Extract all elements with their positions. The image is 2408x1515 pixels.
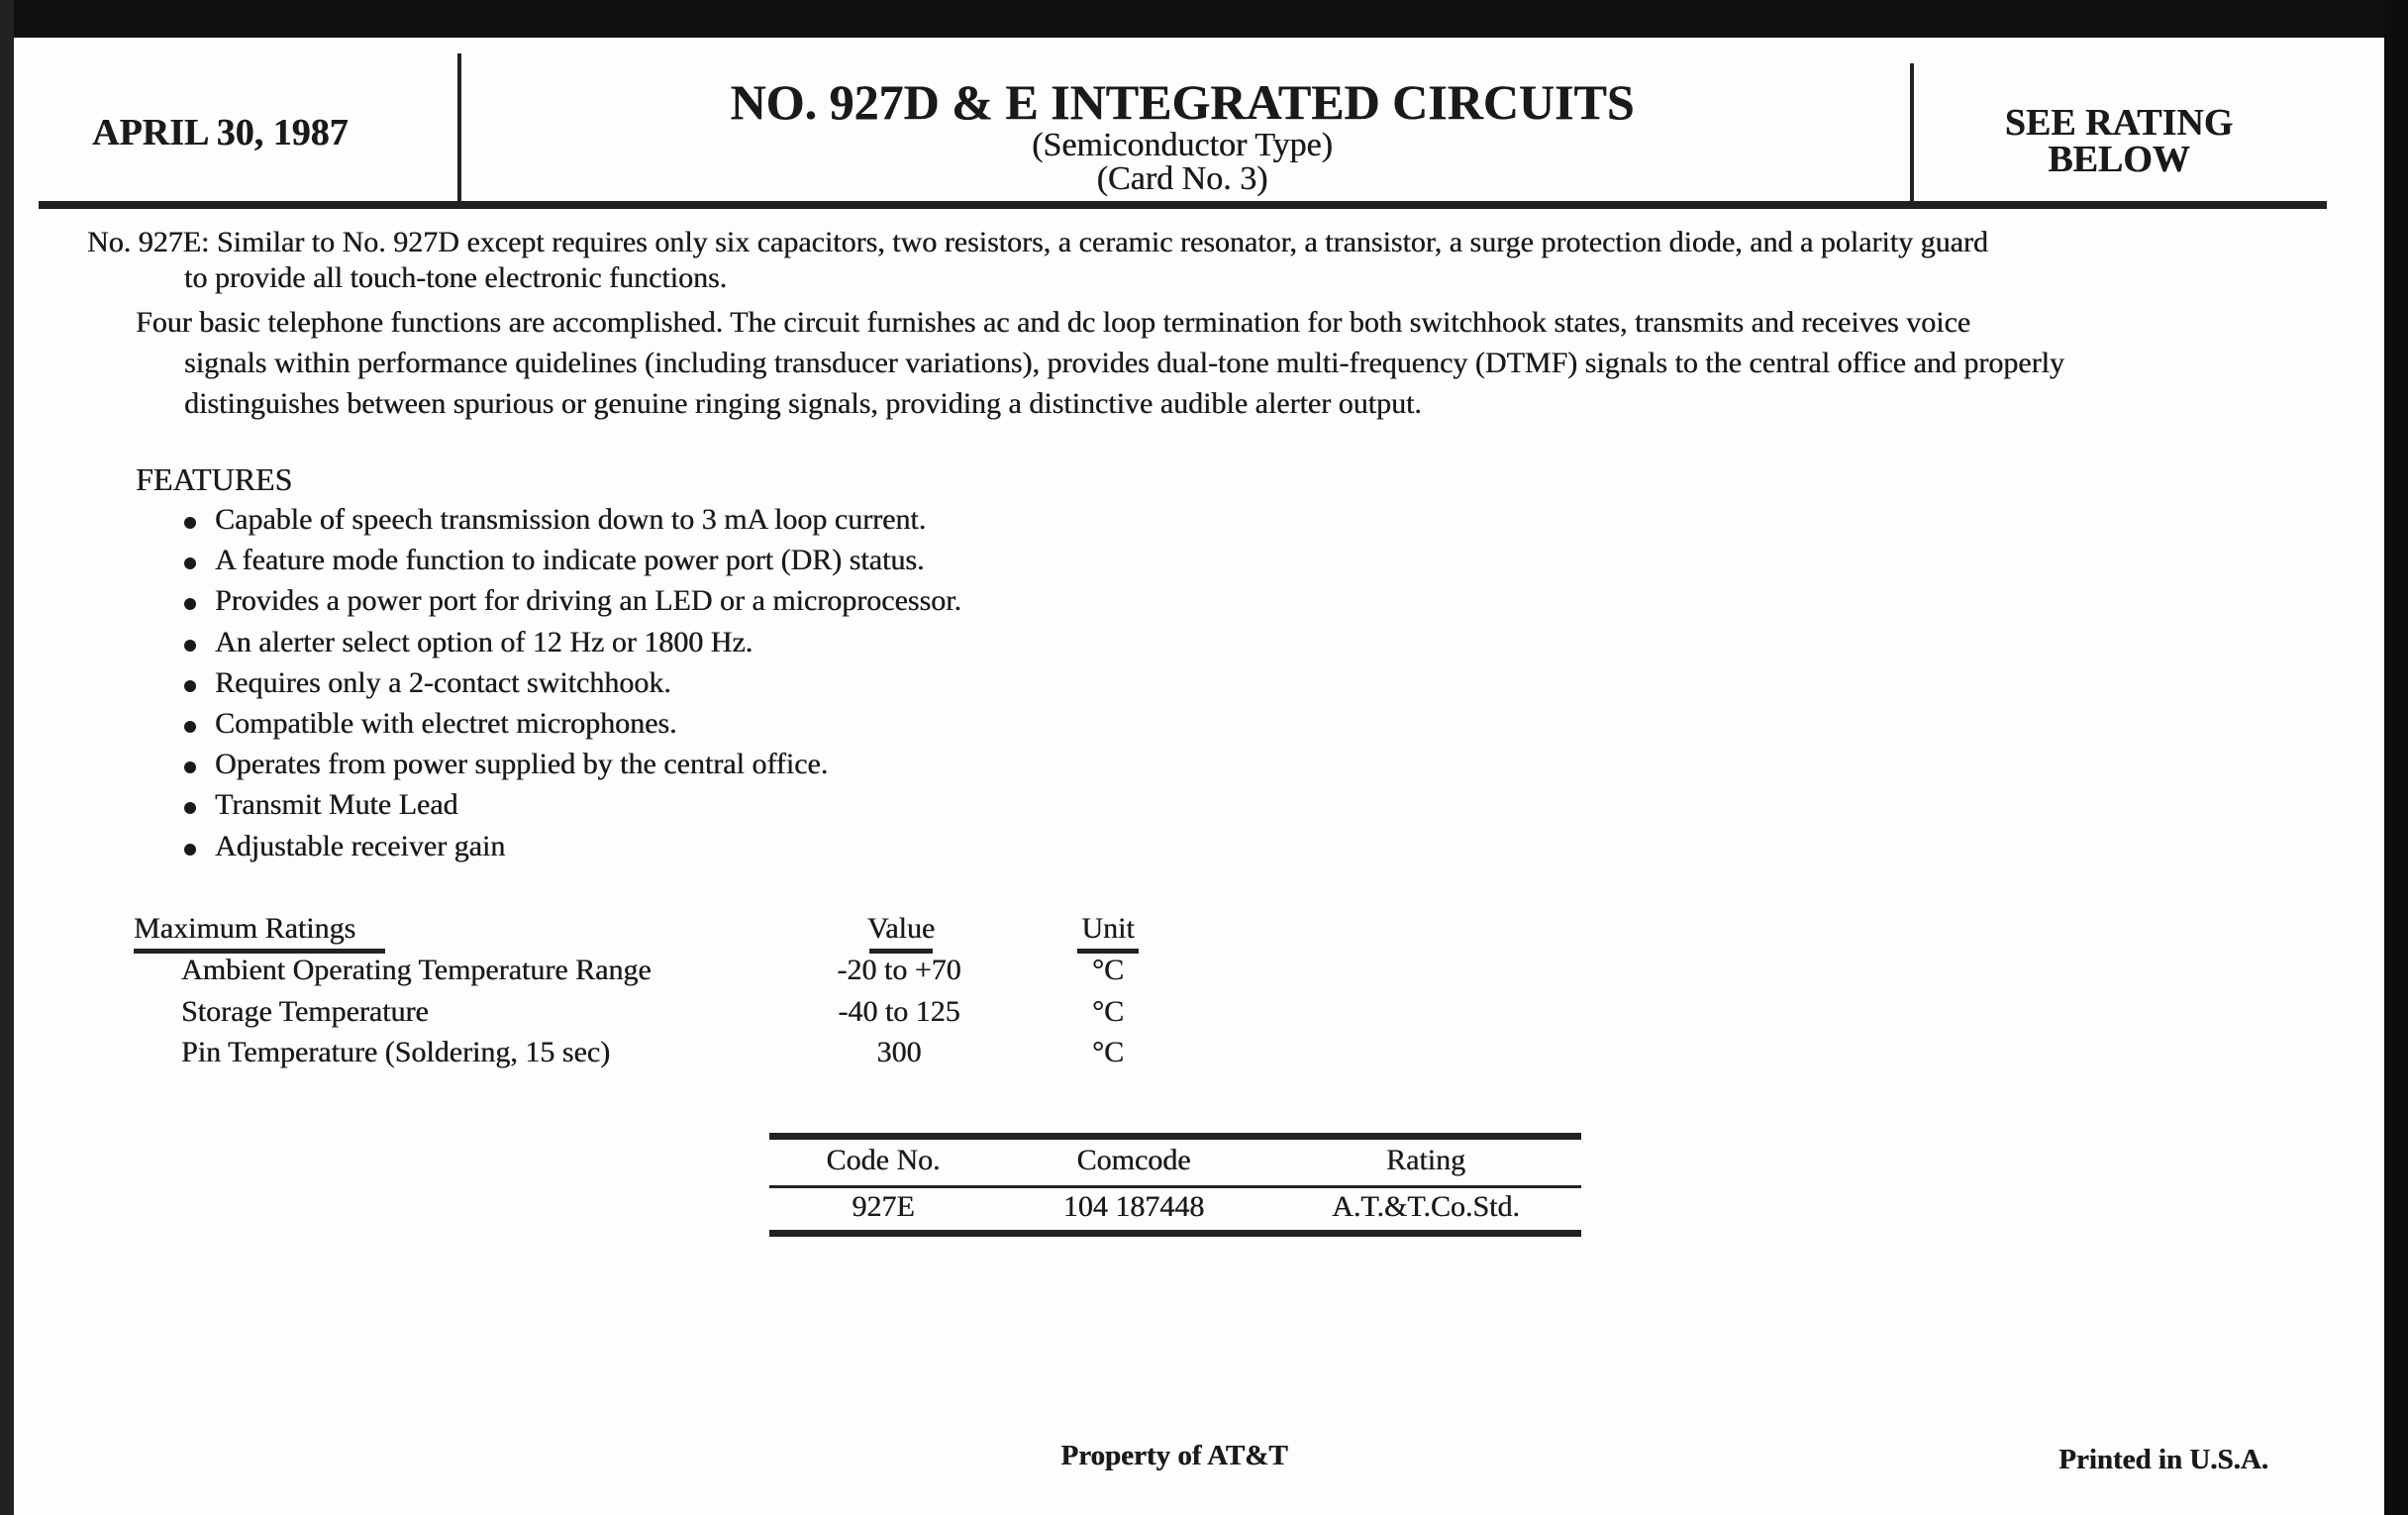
card-number: (Card No. 3): [1096, 160, 1268, 197]
bullet-icon: [184, 640, 196, 652]
feature-item: Transmit Mute Lead: [215, 788, 458, 822]
bullet-icon: [184, 844, 196, 856]
code-table-header-code: Code No.: [826, 1144, 941, 1176]
rating-label: Pin Temperature (Soldering, 15 sec): [181, 1036, 611, 1068]
description-para1-line1: No. 927E: Similar to No. 927D except requires only six capacitors, two resistors, a ceramic resonator, a transistor, a surge protection diode, and a polarity guard: [87, 226, 1988, 258]
rating-note-line2: BELOW: [2048, 139, 2190, 180]
header-divider-right: [1910, 63, 1914, 204]
scan-border-top: [0, 0, 2408, 38]
feature-item: Requires only a 2-contact switchhook.: [215, 665, 671, 699]
page-subtitle: (Semiconductor Type): [1032, 127, 1333, 163]
header-divider-left: [457, 53, 461, 202]
rating-value: -40 to 125: [838, 994, 960, 1028]
bullet-icon: [184, 557, 196, 569]
bullet-icon: [184, 802, 196, 814]
code-table-cell-code: 927E: [852, 1190, 915, 1223]
bullet-icon: [184, 761, 196, 773]
rating-unit: °C: [1091, 994, 1125, 1028]
footer-printed: Printed in U.S.A.: [2058, 1444, 2268, 1475]
scan-border-left: [0, 0, 14, 1515]
rating-label: Ambient Operating Temperature Range: [181, 954, 652, 986]
rating-value: 300: [876, 1036, 922, 1068]
bullet-icon: [184, 680, 196, 692]
description-para2-line2: signals within performance quidelines (including transducer variations), provides dual-tone multi-frequency (DTMF) signals to the central office and properly: [184, 347, 2064, 379]
feature-item: Adjustable receiver gain: [215, 829, 506, 862]
feature-item: A feature mode function to indicate power port (DR) status.: [215, 544, 925, 577]
features-heading: FEATURES: [136, 461, 293, 497]
scan-border-right: [2384, 0, 2408, 1515]
rating-note-line1: SEE RATING: [2004, 102, 2234, 144]
code-table-header-comcode: Comcode: [1076, 1144, 1191, 1176]
feature-item: Compatible with electret microphones.: [215, 707, 677, 740]
description-para1-line2: to provide all touch-tone electronic functions.: [184, 261, 728, 294]
bullet-icon: [184, 598, 196, 610]
rating-unit: °C: [1091, 1036, 1125, 1068]
feature-item: Operates from power supplied by the central office.: [215, 748, 829, 781]
description-para2-line3: distinguishes between spurious or genuine ringing signals, providing a distinctive audible alerter output.: [184, 387, 1422, 420]
bullet-icon: [184, 721, 196, 733]
code-table-mid-rule: [769, 1185, 1581, 1188]
bullet-icon: [184, 517, 196, 529]
page-title: NO. 927D & E INTEGRATED CIRCUITS: [730, 74, 1635, 130]
ratings-value-header: Value: [866, 912, 936, 945]
description-para2-line1: Four basic telephone functions are accomplished. The circuit furnishes ac and dc loop termination for both switchhook states, transmits and receives voice: [136, 306, 1971, 339]
ratings-unit-header: Unit: [1081, 912, 1135, 945]
code-table-bottom-rule: [769, 1230, 1581, 1237]
feature-item: Provides a power port for driving an LED or a microprocessor.: [215, 584, 961, 618]
rating-unit: °C: [1091, 954, 1125, 986]
ratings-heading: Maximum Ratings: [134, 912, 356, 945]
footer-property: Property of AT&T: [1060, 1440, 1288, 1471]
rating-value: -20 to +70: [837, 954, 961, 986]
code-table-cell-comcode: 104 187448: [1062, 1190, 1205, 1223]
code-table-header-rating: Rating: [1386, 1144, 1465, 1176]
code-table-top-rule: [769, 1133, 1581, 1140]
card-date: APRIL 30, 1987: [92, 112, 349, 153]
header-rule: [39, 201, 2327, 209]
feature-item: An alerter select option of 12 Hz or 1800 Hz.: [215, 625, 753, 658]
rating-label: Storage Temperature: [181, 994, 429, 1028]
feature-item: Capable of speech transmission down to 3 mA loop current.: [215, 503, 927, 536]
code-table-cell-rating: A.T.&T.Co.Std.: [1332, 1190, 1520, 1223]
